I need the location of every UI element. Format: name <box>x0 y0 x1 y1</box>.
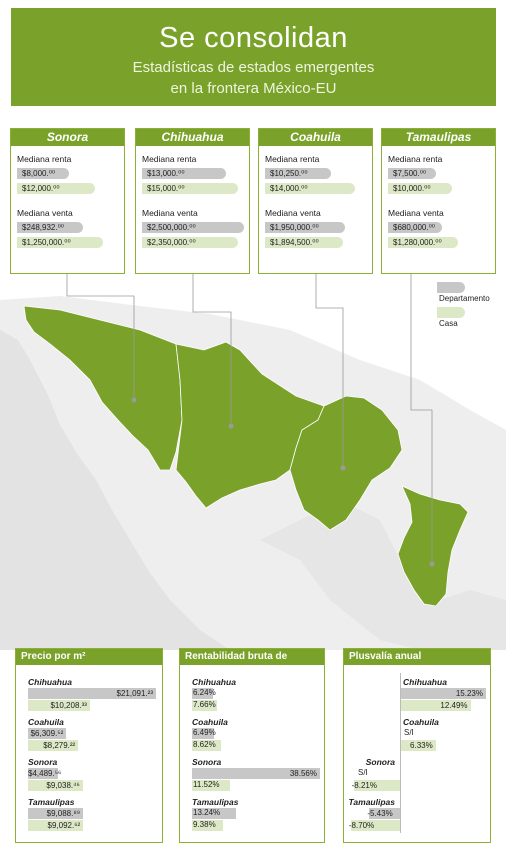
legend-label-casa: Casa <box>439 319 458 328</box>
renta-label: Mediana renta <box>388 154 443 164</box>
venta-casa-bar: $1,250,000.⁰⁰ <box>17 237 103 248</box>
state-card-coahuila <box>258 128 373 274</box>
depto-value-label: S/I <box>404 728 414 737</box>
venta-label: Mediana venta <box>142 208 198 218</box>
connector-dot-chihuahua <box>229 424 234 429</box>
panel-plusvalia <box>343 648 491 843</box>
depto-bar: 38.56% <box>192 768 320 779</box>
renta-label: Mediana renta <box>142 154 197 164</box>
legend-swatch-depto <box>437 282 465 293</box>
depto-bar: $21,091.²³ <box>28 688 156 699</box>
panel-title: Plusvalía anual <box>344 649 490 665</box>
category-label: Sonora <box>192 757 222 767</box>
connector-dot-tamaulipas <box>430 562 435 567</box>
header-banner <box>11 8 496 106</box>
state-card-title: Sonora <box>11 129 124 146</box>
panel-rentabilidad <box>179 648 325 843</box>
category-label: Tamaulipas <box>192 797 239 807</box>
renta-casa-bar: $15,000.⁰⁰ <box>142 183 238 194</box>
state-card-title: Coahuila <box>259 129 372 146</box>
venta-depto-bar: $1,950,000.⁰⁰ <box>265 222 345 233</box>
page-title: Se consolidan <box>159 22 348 54</box>
category-label: Tamaulipas <box>348 797 395 807</box>
casa-bar: $10,208.³³ <box>28 700 90 711</box>
category-label: Chihuahua <box>403 677 447 687</box>
subtitle-line-2: en la frontera México-EU <box>170 80 337 97</box>
panel-title: Rentabilidad bruta de alquiler <box>180 649 324 665</box>
legend <box>437 282 490 328</box>
depto-value-label: 6.49% <box>193 728 216 737</box>
state-card-tamaulipas <box>381 128 496 274</box>
depto-value-label: 13.24% <box>193 808 221 817</box>
panel-title: Precio por m² <box>16 649 162 665</box>
connector-dot-coahuila <box>341 466 346 471</box>
state-card-title: Chihuahua <box>136 129 249 146</box>
venta-depto-bar: $248,932.⁰⁰ <box>17 222 83 233</box>
state-card-sonora <box>10 128 125 274</box>
renta-label: Mediana renta <box>265 154 320 164</box>
casa-value-label: 11.52% <box>193 780 220 789</box>
category-label: Coahuila <box>28 717 64 727</box>
casa-bar: 6.33% <box>400 740 436 751</box>
casa-value-label: 8.62% <box>193 740 216 749</box>
renta-casa-bar: $10,000.⁰⁰ <box>388 183 452 194</box>
legend-label-depto: Departamento <box>439 294 490 303</box>
subtitle-line-1: Estadísticas de estados emergentes <box>132 59 375 76</box>
depto-bar: $9,088.⁸⁹ <box>28 808 83 819</box>
casa-value-label: -8.21% <box>351 781 377 790</box>
panel-precio-m2 <box>15 648 163 843</box>
depto-value-label: S/I <box>358 768 368 777</box>
venta-depto-bar: $2,500,000.⁰⁰ <box>142 222 244 233</box>
casa-bar: 12.49% <box>400 700 471 711</box>
category-label: Sonora <box>365 757 395 767</box>
depto-bar: 15.23% <box>400 688 486 699</box>
casa-value-label: 9.38% <box>193 820 216 829</box>
venta-label: Mediana venta <box>265 208 321 218</box>
zero-axis <box>400 673 401 833</box>
depto-bar: $6,309.⁵² <box>28 728 66 739</box>
state-card-chihuahua <box>135 128 250 274</box>
renta-casa-bar: $12,000.⁰⁰ <box>17 183 95 194</box>
category-label: Coahuila <box>192 717 228 727</box>
depto-value-label: -5.43% <box>367 809 393 818</box>
category-label: Chihuahua <box>28 677 72 687</box>
venta-depto-bar: $680,000.⁰⁰ <box>388 222 442 233</box>
category-label: Tamaulipas <box>28 797 75 807</box>
renta-depto-bar: $10,250.⁰⁰ <box>265 168 331 179</box>
casa-value-label: 7.66% <box>193 700 216 709</box>
renta-depto-bar: $8,000.⁰⁰ <box>17 168 69 179</box>
venta-casa-bar: $2,350,000.⁰⁰ <box>142 237 238 248</box>
legend-swatch-casa <box>437 307 465 318</box>
state-card-title: Tamaulipas <box>382 129 495 146</box>
renta-label: Mediana renta <box>17 154 72 164</box>
venta-label: Mediana venta <box>388 208 444 218</box>
category-label: Coahuila <box>403 717 439 727</box>
renta-depto-bar: $7,500.⁰⁰ <box>388 168 436 179</box>
map <box>0 270 506 650</box>
renta-depto-bar: $13,000.⁰⁰ <box>142 168 226 179</box>
depto-bar: $4,489.⁵⁶ <box>28 769 62 778</box>
casa-bar: $8,279.²² <box>28 740 78 751</box>
casa-bar: $9,092.⁶² <box>28 820 83 831</box>
casa-value-label: -8.70% <box>348 821 375 830</box>
depto-value-label: 6.24% <box>193 688 216 697</box>
category-label: Chihuahua <box>192 677 236 687</box>
venta-casa-bar: $1,280,000.⁰⁰ <box>388 237 458 248</box>
connector-dot-sonora <box>132 398 137 403</box>
renta-casa-bar: $14,000.⁰⁰ <box>265 183 355 194</box>
venta-casa-bar: $1,894,500.⁰⁰ <box>265 237 343 248</box>
venta-label: Mediana venta <box>17 208 73 218</box>
category-label: Sonora <box>28 757 58 767</box>
casa-bar: $9,038.⁴⁶ <box>28 780 83 791</box>
